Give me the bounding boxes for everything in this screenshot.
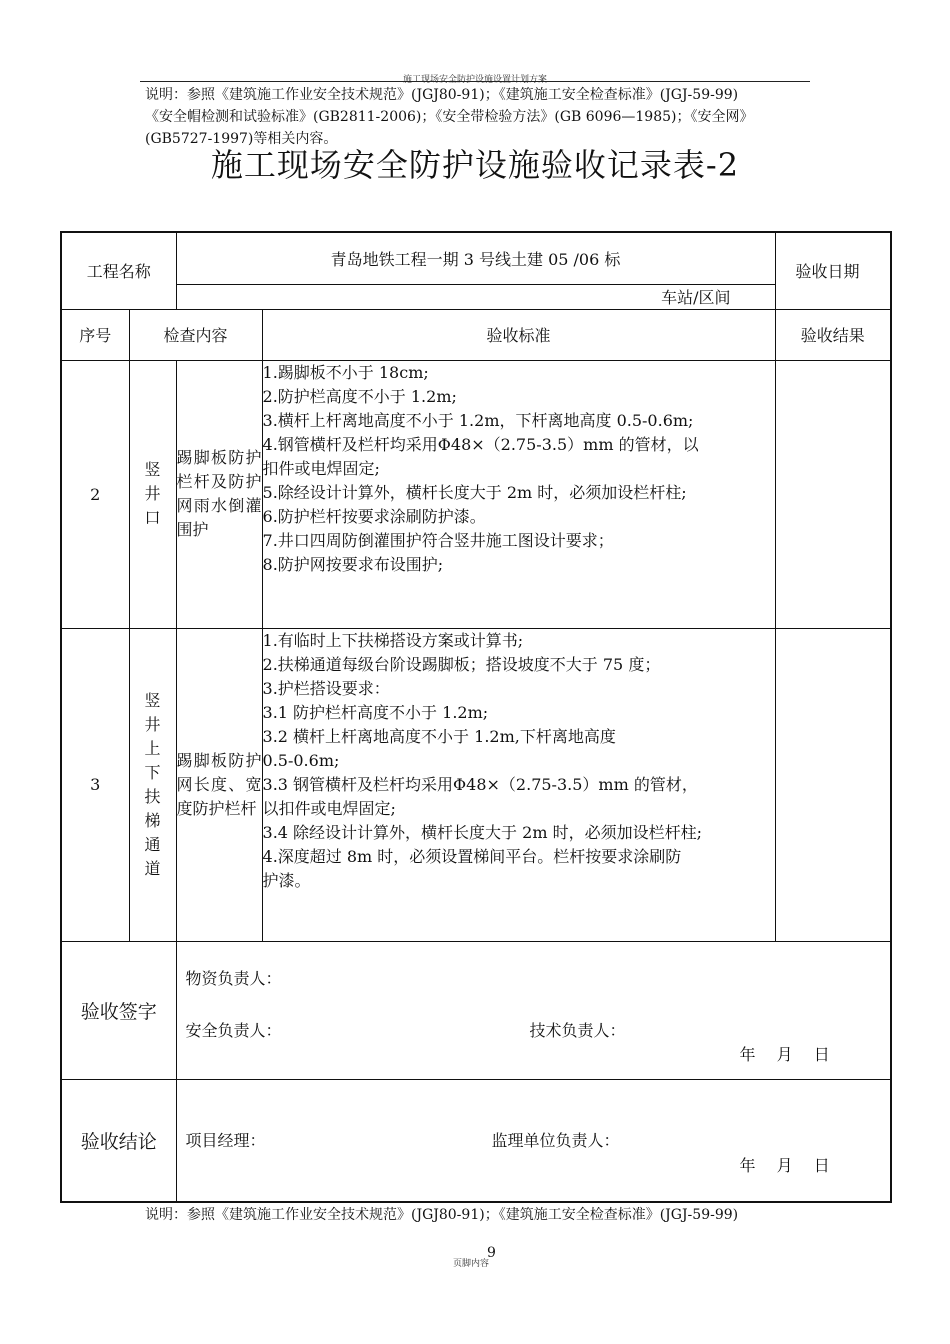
row-result[interactable]	[775, 360, 891, 628]
footer-text: 页脚内容	[453, 1259, 490, 1269]
station-label: 车站/区间	[176, 284, 775, 309]
row-subitems: 踢脚板防护栏杆及防护网雨水倒灌围护	[176, 360, 262, 628]
header-rule	[140, 81, 810, 82]
row-seq: 2	[61, 360, 129, 628]
row-result[interactable]	[775, 628, 891, 941]
material-manager: 物资负责人：	[185, 968, 282, 988]
row-standards: 1.有临时上下扶梯搭设方案或计算书; 2.扶梯通道每级台阶设踢脚板；搭设坡度不大于 75 度； 3.护栏搭设要求： 3.1 防护栏杆高度不小于 1.2m; 3.2 横杆上杆离地高度不小于 1.2m,下杆离地高度 0.5-0.6m; 3.3 钢管横杆及栏杆均采用Φ48×（2.75-3.5）mm 的管材， 以扣件或电焊固定; 3.4 除经设计计算外，横杆长度大于 2m 时，必须加设栏杆柱; 4.深度超过 8m 时，必须设置梯间平台。栏杆按要求涂刷防 护漆。	[262, 628, 775, 941]
table-row	[61, 628, 891, 941]
project-name-value: 青岛地铁工程一期 3 号线土建 05 /06 标	[176, 232, 775, 284]
page-title: 施工现场安全防护设施验收记录表-2	[210, 146, 740, 184]
table-row	[61, 360, 891, 628]
page-number: 9	[487, 1245, 496, 1261]
col-standard-header: 验收标准	[262, 309, 775, 360]
row-category: 竖井口	[129, 360, 176, 628]
inspection-table	[60, 231, 892, 1203]
row-seq: 3	[61, 628, 129, 941]
col-result-header: 验收结果	[775, 309, 891, 360]
signature-area[interactable]	[176, 941, 891, 1079]
signature-label: 验收签字	[61, 941, 176, 1079]
footer-note: 说明：参照《建筑施工作业安全技术规范》(JGJ80-91)；《建筑施工安全检查标准》(JGJ-59-99)	[145, 1207, 739, 1223]
signature-date: 年 月 日	[739, 1044, 830, 1064]
col-seq-header: 序号	[61, 309, 129, 360]
note-line-2: 《安全帽检测和试验标准》(GB2811-2006)；《安全带检验方法》(GB 6096—1985)；《安全网》	[145, 109, 754, 125]
row-category: 竖井上下扶梯通道	[129, 628, 176, 941]
conclusion-date: 年 月 日	[739, 1155, 830, 1175]
row-standards: 1.踢脚板不小于 18cm; 2.防护栏高度不小于 1.2m; 3.横杆上杆离地高度不小于 1.2m，下杆离地高度 0.5-0.6m; 4.钢管横杆及栏杆均采用Φ48×（2.75-3.5）mm 的管材，以 扣件或电焊固定; 5.除经设计计算外，横杆长度大于 2m 时，必须加设栏杆柱; 6.防护栏杆按要求涂刷防护漆。 7.井口四周防倒灌围护符合竖井施工图设计要求； 8.防护网按要求布设围护;	[262, 360, 775, 628]
col-content-header: 检查内容	[129, 309, 262, 360]
supervisor: 监理单位负责人：	[491, 1130, 620, 1150]
row-subitems: 踢脚板防护网长度、宽度防护栏杆	[176, 628, 262, 941]
conclusion-label: 验收结论	[61, 1079, 176, 1202]
project-name-label: 工程名称	[61, 232, 176, 309]
technical-manager: 技术负责人：	[529, 1020, 626, 1040]
running-header: 施工现场安全防护设施设置计划方案	[402, 75, 547, 85]
note-line-1: 说明：参照《建筑施工作业安全技术规范》(JGJ80-91)；《建筑施工安全检查标准》(JGJ-59-99)	[145, 87, 739, 103]
safety-manager: 安全负责人：	[185, 1020, 282, 1040]
note-line-3: (GB5727-1997)等相关内容。	[145, 131, 338, 147]
conclusion-area[interactable]	[176, 1079, 891, 1202]
project-manager: 项目经理：	[185, 1130, 266, 1150]
acceptance-date-label: 验收日期	[775, 232, 891, 309]
